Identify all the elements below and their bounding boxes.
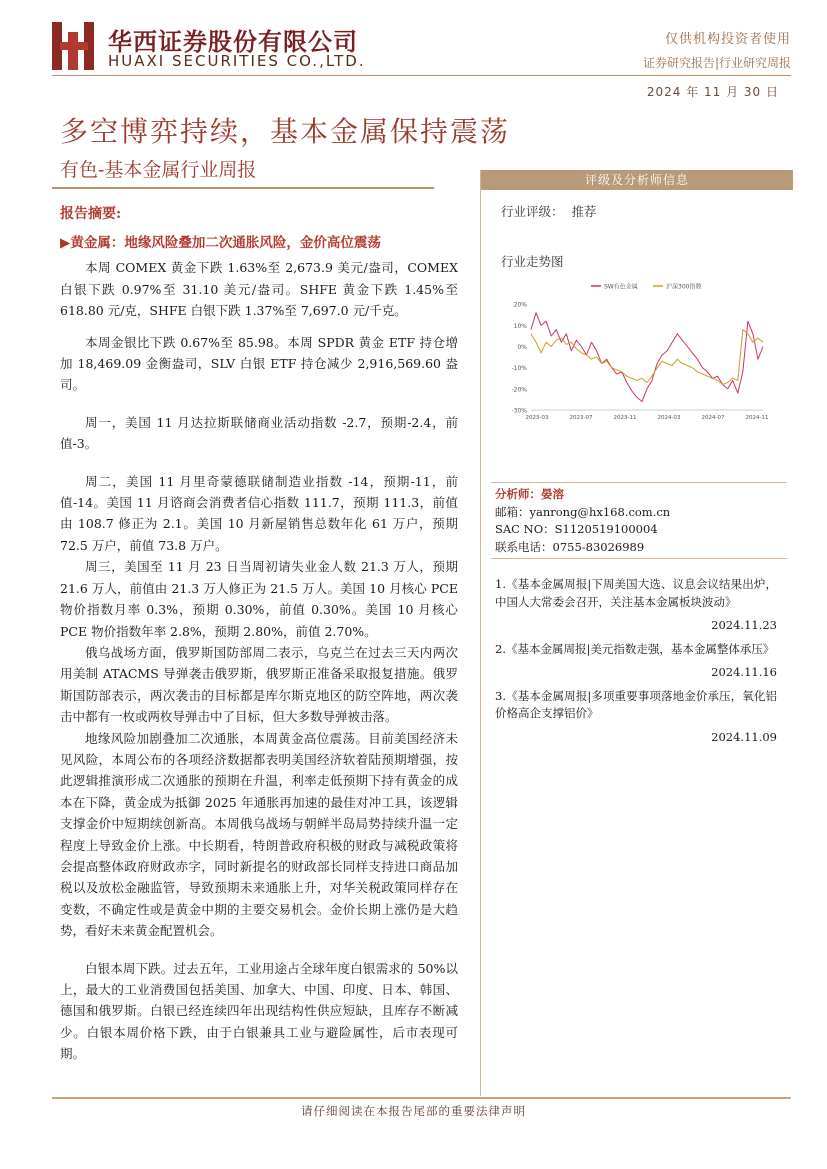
company-name-en: HUAXI SECURITIES CO.,LTD. [108,52,366,70]
summary-paragraph: 本周金银比下跌 0.67%至 85.98。本周 SPDR 黄金 ETF 持仓增加 18,469.09 金衡盎司，SLV 白银 ETF 持仓减少 2,916,569.60 盎司。 [60,334,458,393]
x-tick-label: 2023-03 [525,415,549,421]
analyst-info [495,486,785,556]
sidebar-header: 评级及分析师信息 [481,170,793,190]
x-tick-label: 2023-07 [569,415,593,421]
summary-paragraph: 周三，美国至 11 月 23 日当周初请失业金人数 21.3 万人，预期 21.6 万人，前值由 21.3 万人修正为 21.5 万人。美国 10 月核心 PCE 物价指数月率 0.3%，预期 0.30%，前值 0.30%。美国 10 月核心 PCE 物价指数年率 2.8%，预期 2.80%，前值 2.70%。 [60,559,458,639]
summary-column [60,204,458,1065]
summary-paragraph: 地缘风险加剧叠加二次通胀，本周黄金高位震荡。目前美国经济未见风险，本周公布的各项经济数据都表明美国经济软着陆预期增强，按此逻辑推演形成二次通胀的预期在升温，利率走低预期下持有黄金的成本在下降，黄金成为抵御 2025 年通胀再加速的最佳对冲工具，该逻辑支撑金价中短期续创新高。本周俄乌战场与朝鲜半岛局势持续升温一定程度上导致金价上涨。中长期看，特朗普政府积极的财政与减税政策将会提高整体政府财政赤字，同时新提名的财政部长同样支持进口商品加税以及放松金融监管，导致预期未来通胀上升，对华关税政策同样存在变数，不确定性或是黄金中期的主要交易机会。金价长期上涨仍是大趋势，看好未来黄金配置机会。 [60,730,458,939]
summary-paragraph: 俄乌战场方面，俄罗斯国防部周二表示，乌克兰在过去三天内两次用美制 ATACMS 导弹袭击俄罗斯，俄罗斯正准备采取报复措施。俄罗斯国防部表示，两次袭击的目标都是库尔斯克地区的防空阵地，两次袭击中都有一枚或两枚导弹击中了目标，但大多数导弹被击落。 [60,644,458,725]
y-tick-label: -20% [511,386,527,394]
summary-paragraph: 周一，美国 11 月达拉斯联储商业活动指数 -2.7，预期-2.4，前值-3。 [60,414,458,452]
related-report-date: 2024.11.16 [711,665,777,679]
related-report-title: 1.《基本金属周报|下周美国大选、议息会议结果出炉，中国人大常委会召开，关注基本金属板块波动》 [495,577,777,609]
report-type: 证券研究报告|行业研究周报 [642,56,791,70]
related-report-item[interactable] [495,688,777,747]
rating-label: 行业评级： [501,204,564,219]
gold-section-heading: ▶黄金属：地缘风险叠加二次通胀风险，金价高位震荡 [60,235,381,252]
x-tick-label: 2024-03 [657,415,681,421]
industry-trend-chart [501,278,773,428]
reports-divider [491,558,787,559]
x-tick-label: 2024-07 [701,415,725,421]
summary-paragraph: 本周 COMEX 黄金下跌 1.63%至 2,673.9 美元/盎司，COMEX 白银下跌 0.97%至 31.10 美元/盎司。SHFE 黄金下跌 1.45%至 618.80 元/克，SHFE 白银下跌 1.37%至 7,697.0 元/千克。 [60,260,458,319]
audience-note: 仅供机构投资者使用 [664,32,791,47]
analyst-sac: SAC NO：S1120519100004 [495,522,658,536]
header-divider [52,75,791,76]
y-tick-label: 20% [513,301,527,309]
related-report-title: 3.《基本金属周报|多项重要事项落地金价承压，氧化铝价格高企支撑铝价》 [495,688,777,720]
trend-chart-label: 行业走势图 [501,254,564,269]
rating-value: 推荐 [571,204,597,219]
x-tick-label: 2024-11 [745,415,769,421]
related-report-title: 2.《基本金属周报|美元指数走强，基本金属整体承压》 [495,641,775,656]
report-date: 2024 年 11 月 30 日 [646,85,779,99]
y-tick-label: 10% [513,322,527,330]
summary-paragraph: 白银本周下跌。过去五年，工业用途占全球年度白银需求的 50%以上，最大的工业消费国包括美国、加拿大、中国、印度、日本、韩国、德国和俄罗斯。白银已经连续四年出现结构性供应短缺，且库存不断减少。白银本周价格下跌，由于白银兼具工业与避险属性，后市表现可期。 [60,960,458,1062]
related-report-item[interactable] [495,576,777,635]
report-title: 多空博弈持续，基本金属保持震荡 [60,115,511,148]
series-line [531,330,763,385]
related-report-date: 2024.11.23 [711,618,777,632]
industry-rating [501,202,597,220]
legend-label: 沪深300指数 [666,283,702,291]
analyst-divider [491,482,787,483]
y-tick-label: -10% [511,365,527,373]
summary-paragraph: 周二，美国 11 月里奇蒙德联储制造业指数 -14，预期-11，前值-14。美国 11 月谘商会消费者信心指数 111.7，预期 111.3，前值由 108.7 修正为 2.1。美国 10 月新屋销售总数年化 61 万户，预期 72.5 万户，前值 73.8 万户。 [60,473,458,553]
legend-label: SW有色金属 [604,283,638,291]
analyst-name: 分析师：晏溶 [495,487,564,501]
company-name-cn: 华西证券股份有限公司 [108,28,358,56]
analyst-phone: 联系电话：0755-83026989 [495,539,645,554]
report-subtitle: 有色-基本金属行业周报 [60,159,257,181]
related-report-item[interactable] [495,641,777,682]
analyst-sidebar [480,170,793,1096]
analyst-email: 邮箱：yanrong@hx168.com.cn [495,504,671,519]
footer-divider [52,1097,791,1099]
related-reports [495,576,777,746]
y-tick-label: -30% [511,407,527,415]
summary-heading: 报告摘要: [60,206,122,222]
subtitle-divider [52,187,434,189]
legal-notice: 请仔细阅读在本报告尾部的重要法律声明 [301,1104,526,1118]
series-line [531,313,763,402]
y-tick-label: 0% [517,344,527,352]
x-tick-label: 2023-11 [613,415,637,421]
related-report-date: 2024.11.09 [711,729,777,744]
company-logo-icon [52,22,96,70]
